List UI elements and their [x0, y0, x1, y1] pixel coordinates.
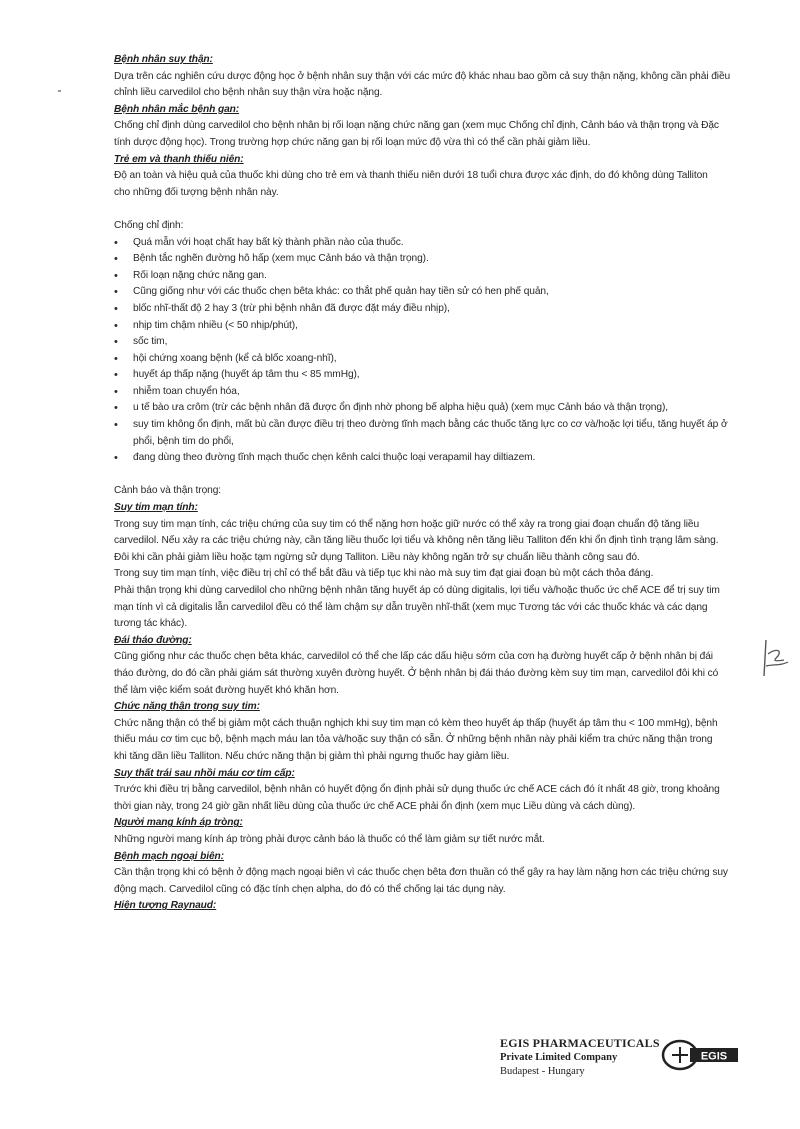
paragraph-line: Trong suy tim mạn tính, việc điều trị chỉ có thể bắt đầu và tiếp tục khi nào mà suy tim đạt giai đoạn bù một cách thỏa đáng. [114, 568, 654, 580]
stamp-company: EGIS PHARMACEUTICALS [500, 1036, 660, 1050]
subsection-chronic-heart-failure [114, 500, 754, 633]
paragraph-line: Chống chỉ định dùng carvedilol cho bệnh nhân bị rối loạn nặng chức năng gan (xem mục Chống chỉ định, Cảnh báo và thận trọng và Đặc [114, 120, 719, 132]
subheading: Chức năng thận trong suy tim: [114, 701, 260, 713]
list-item: • suy tim không ổn định, mất bù cần được điều trị theo đường tĩnh mạch bằng các thuốc tăng lực co cơ và/hoặc lợi tiểu, tăng huyết áp ở phổi, bệnh tim do phổi, [114, 417, 754, 450]
contraindication-list [114, 235, 754, 467]
subheading: Đái tháo đường: [114, 634, 192, 646]
paragraph-line: Trong suy tim mạn tính, các triệu chứng của suy tim có thể nặng hơn hoặc giữ nước có thể xảy ra trong giai đoạn chuẩn độ tăng liều [114, 518, 700, 530]
subsection-raynaud [114, 898, 754, 915]
list-item: • đang dùng theo đường tĩnh mạch thuốc chẹn kênh calci thuộc loại verapamil hay diltiazem. [114, 450, 754, 467]
paragraph-line: carvedilol. Nếu xảy ra các triệu chứng này, cần tăng liều thuốc lợi tiểu và không nên tăng liều Talliton đến khi ổn định tình trạng lâm sàng. [114, 535, 719, 547]
subsection-lv-dysfunction [114, 766, 754, 816]
scan-speck [58, 90, 61, 92]
paragraph-line: mạn tính vì cả digitalis lẫn carvedilol đều có thể làm chậm sự dẫn truyền nhĩ-thất (xem mục Tương tác với các thuốc khác và các dạng [114, 601, 708, 613]
paragraph-line: tháo đường, do đó cần phải giám sát thường xuyên đường huyết. Ở bệnh nhân bị đái tháo đường kèm suy tim mạn, carvedilol đôi khi có [114, 667, 719, 679]
heading-children: Trẻ em và thanh thiếu niên: [114, 153, 244, 165]
paragraph-line: thiếu máu cơ tim cục bộ, bệnh mạch máu lan tỏa và/hoặc suy thận có sẵn. Ở những bệnh nhân này phải kiểm tra chức năng thận trong [114, 734, 713, 746]
subheading: Người mang kính áp tròng: [114, 817, 243, 829]
handwritten-margin-mark [760, 636, 792, 680]
section-contraindications [114, 218, 754, 467]
paragraph-line: Những người mang kính áp tròng phải được cảnh báo là thuốc có thể làm giảm sự tiết nước mắt. [114, 833, 545, 845]
section-warnings [114, 483, 754, 914]
list-item: • nhiễm toan chuyển hóa, [114, 384, 754, 401]
heading-kidney: Bệnh nhân suy thận: [114, 54, 213, 65]
paragraph-line: động mạch. Carvedilol cũng có đặc tính chẹn alpha, do đó có thể chống lại tác dụng này. [114, 883, 506, 895]
list-item: • Quá mẫn với hoạt chất hay bất kỳ thành phần nào của thuốc. [114, 235, 754, 252]
paragraph-line: Cần thận trọng khi có bệnh ở động mạch ngoại biên vì các thuốc chẹn bêta đơn thuần có thể gây ra hay làm nặng hơn các triệu chứng suy [114, 867, 728, 879]
paragraph-line: Phải thận trọng khi dùng carvedilol cho những bệnh nhân tăng huyết áp có dùng digitalis, lợi tiểu và/hoặc thuốc ức chế ACE để trị suy tim [114, 585, 720, 596]
stamp-city: Budapest - Hungary [500, 1066, 585, 1077]
list-item: • Bệnh tắc nghẽn đường hô hấp (xem mục Cảnh báo và thận trọng). [114, 251, 754, 268]
egis-logo-icon [660, 1038, 742, 1072]
paragraph-line: cho những đối tượng bệnh nhân này. [114, 186, 279, 198]
paragraph-line: Cũng giống như các thuốc chẹn bêta khác, carvedilol có thể che lấp các dấu hiệu sớm của cơn hạ đường huyết cấp ở bệnh nhân bị đái [114, 651, 713, 663]
section-kidney [114, 52, 754, 102]
subsection-diabetes [114, 633, 754, 699]
list-item: • hội chứng xoang bệnh (kể cả blốc xoang-nhĩ), [114, 351, 754, 368]
list-item: • u tế bào ưa crôm (trừ các bệnh nhân đã được ổn định nhờ phong bế alpha hiệu quả) (xem mục Cảnh báo và thận trọng), [114, 400, 754, 417]
subheading: Suy thất trái sau nhồi máu cơ tim cấp: [114, 767, 295, 779]
paragraph-line: thời gian này, trong 24 giờ gần nhất liều dùng của thuốc ức chế ACE phải ổn định (xem mục Liều dùng và cách dùng). [114, 800, 636, 812]
paragraph-line: Chức năng thận có thể bị giảm một cách thuận nghịch khi suy tim mạn có kèm theo huyết áp thấp (huyết áp tâm thu < 100 mmHg), bệnh [114, 717, 718, 729]
subsection-renal-function [114, 699, 754, 765]
list-item: • nhịp tim chậm nhiều (< 50 nhịp/phút), [114, 318, 754, 335]
list-item: • sốc tim, [114, 334, 754, 351]
list-item: • huyết áp thấp nặng (huyết áp tâm thu < 85 mmHg), [114, 367, 754, 384]
svg-text:EGIS: EGIS [700, 1050, 728, 1063]
heading-liver: Bệnh nhân mắc bệnh gan: [114, 103, 240, 115]
section-children [114, 152, 754, 202]
list-item: • Rối loạn nặng chức năng gan. [114, 268, 754, 285]
list-item: • Cũng giống như với các thuốc chẹn bêta khác: co thắt phế quản hay tiền sử có hen phế quản, [114, 284, 754, 301]
subheading: Hiện tượng Raynaud: [114, 900, 217, 912]
heading-contraindications: Chống chỉ định: [114, 219, 184, 231]
subsection-contact-lenses [114, 815, 754, 848]
paragraph-line: tính dược động học). Trong trường hợp chức năng gan bị rối loạn mức độ vừa thì có thể cần phải giảm liều. [114, 136, 591, 148]
paragraph-line: Trước khi điều trị bằng carvedilol, bệnh nhân có huyết động ổn định phải sử dụng thuốc ức chế ACE cách đó ít nhất 48 giờ, trong khoảng [114, 784, 720, 796]
paragraph-line: khi tăng dần liều Talliton. Nếu chức năng thận bị giảm thì phải ngưng thuốc hay giảm liều. [114, 750, 510, 762]
section-liver [114, 102, 754, 152]
list-item: • blốc nhĩ-thất độ 2 hay 3 (trừ phi bệnh nhân đã được đặt máy điều nhịp), [114, 301, 754, 318]
stamp-type: Private Limited Company [500, 1052, 618, 1063]
document-body [114, 52, 754, 915]
paragraph-line: Độ an toàn và hiệu quả của thuốc khi dùng cho trẻ em và thanh thiếu niên dưới 18 tuổi chưa được xác định, do đó không dùng Talliton [114, 170, 708, 182]
paragraph-line: thể làm việc kiểm soát đường huyết khó khăn hơn. [114, 684, 339, 696]
paragraph-line: Đôi khi cần phải giảm liều hoặc tạm ngừng sử dụng Talliton. Liều này không ngăn trở sự chuẩn liều thành công sau đó. [114, 551, 640, 563]
paragraph-line: tương tác khác). [114, 618, 188, 630]
subsection-peripheral-vascular [114, 849, 754, 899]
paragraph-line: Dựa trên các nghiên cứu dược động học ở bệnh nhân suy thận với các mức độ khác nhau bao gồm cả suy thận nặng, không cần phải điều [114, 70, 731, 82]
heading-warnings: Cảnh báo và thận trọng: [114, 485, 222, 497]
paragraph-line: chỉnh liều carvedilol cho bệnh nhân suy thận vừa hoặc nặng. [114, 87, 383, 99]
subheading: Suy tim mạn tính: [114, 502, 198, 514]
subheading: Bệnh mạch ngoại biên: [114, 850, 224, 862]
